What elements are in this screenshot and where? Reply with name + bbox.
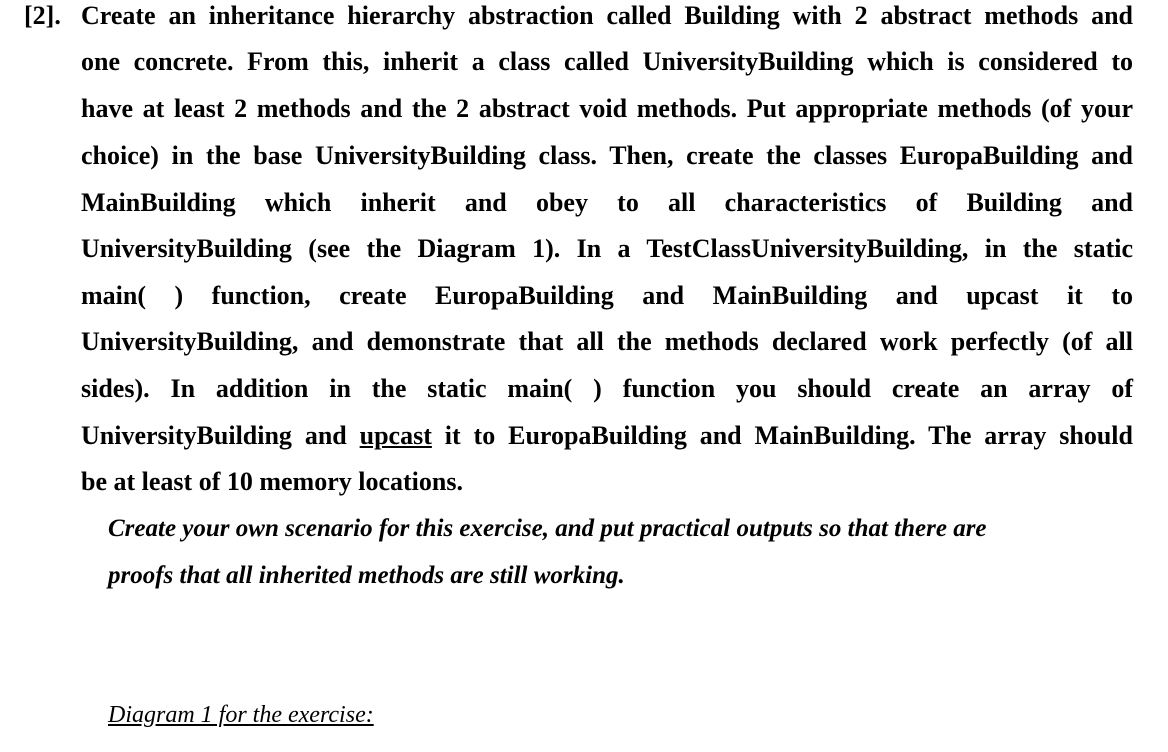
exercise-text-line-2: one concrete. From this, inherit a class called UniversityBuilding which is considered to <box>81 47 1133 76</box>
upcast-underlined-word: upcast <box>359 421 432 450</box>
diagram-caption: Diagram 1 for the exercise: <box>108 702 374 728</box>
scenario-note-line-1: Create your own scenario for this exercise, and put practical outputs so that there are <box>108 515 987 542</box>
scenario-note-line-2: proofs that all inherited methods are still working. <box>108 562 625 589</box>
line-10-end: it to EuropaBuilding and MainBuilding. The array should <box>431 421 1133 450</box>
exercise-text-line-1: Create an inheritance hierarchy abstraction called Building with 2 abstract methods and <box>81 1 1133 30</box>
exercise-number: [2]. <box>24 1 61 30</box>
exercise-text-line-7: main( ) function, create EuropaBuilding and MainBuilding and upcast it to <box>81 281 1133 310</box>
exercise-text-line-6: UniversityBuilding (see the Diagram 1). In a TestClassUniversityBuilding, in the static <box>81 234 1133 263</box>
exercise-text-line-11: be at least of 10 memory locations. <box>81 467 463 496</box>
exercise-text-line-5: MainBuilding which inherit and obey to all characteristics of Building and <box>81 188 1133 217</box>
exercise-text-line-4: choice) in the base UniversityBuilding class. Then, create the classes EuropaBuilding and <box>81 141 1133 170</box>
exercise-text-line-3: have at least 2 methods and the 2 abstract void methods. Put appropriate methods (of your <box>81 94 1133 123</box>
exercise-text-line-10 <box>81 420 1133 452</box>
exercise-text-line-8: UniversityBuilding, and demonstrate that all the methods declared work perfectly (of all <box>81 327 1133 356</box>
exercise-text-line-9: sides). In addition in the static main( ) function you should create an array of <box>81 374 1133 403</box>
line-10-start: UniversityBuilding and <box>81 421 360 450</box>
